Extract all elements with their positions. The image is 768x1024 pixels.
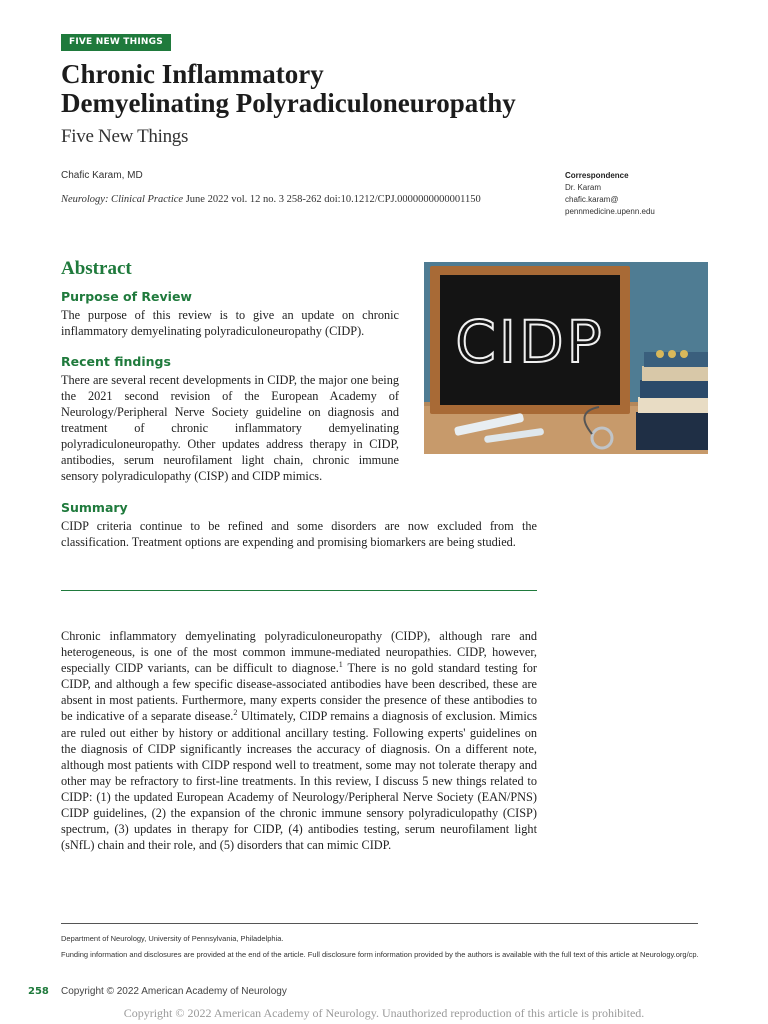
correspondence-heading: Correspondence bbox=[565, 171, 629, 180]
correspondence-email-line-2[interactable]: pennmedicine.upenn.edu bbox=[565, 207, 655, 216]
body-text-3: Ultimately, CIDP remains a diagnosis of exclusion. Mimics are ruled out either by history or additional ancillary testing. Following experts' guidelines on the diagnosis of CIDP significantly increases the accuracy of diagnosis. On a different note, although most patients with CIDP respond well to treatment, some may not tolerate therapy and other may be refractory to first-line treatments. In this review, I discuss 5 new things related to CIDP: (1) the updated European Academy of Neurology/Peripheral Nerve Society (EAN/PNS) CIDP guidelines, (2) the expansion of the chronic immune sensory polyradiculopathy (CISP) spectrum, (3) updates in therapy for CIDP, (4) antibodies testing, serum neurofilament light (sNfL) chain and their role, and (5) disorders that can mimic CIDP. bbox=[61, 709, 537, 853]
citation-details: June 2022 vol. 12 no. 3 258-262 doi:10.1212/CPJ.0000000000001150 bbox=[183, 194, 481, 205]
summary-heading: Summary bbox=[61, 500, 128, 515]
summary-text: CIDP criteria continue to be refined and some disorders are now excluded from the classification. Treatment options are expending and promising biomarkers are being studied. bbox=[61, 519, 537, 549]
reference-1[interactable]: 1 bbox=[338, 660, 343, 670]
article-type-tag: FIVE NEW THINGS bbox=[61, 34, 171, 51]
article-subtitle: Five New Things bbox=[61, 126, 189, 147]
findings-heading: Recent findings bbox=[61, 354, 171, 369]
section-divider bbox=[61, 590, 537, 591]
correspondence-block bbox=[565, 170, 655, 218]
chalkboard-illustration bbox=[424, 262, 708, 454]
findings-text: There are several recent developments in CIDP, the major one being the 2021 second revision of the European Academy of Neurology/Peripheral Nerve Society guideline on diagnosis and treatment of chronic inflammatory demyelinating polyradiculoneuropathy. Other updates address therapy in CIDP, antibodies, serum neurofilament light chain, chronic immune sensory polyradiculopathy (CISP) and CIDP mimics. bbox=[61, 373, 399, 483]
title-line-1: Chronic Inflammatory bbox=[61, 59, 324, 89]
chalkboard-photo bbox=[424, 262, 708, 454]
purpose-heading: Purpose of Review bbox=[61, 289, 192, 304]
abstract-heading: Abstract bbox=[61, 258, 132, 279]
copyright-watermark: Copyright © 2022 American Academy of Neurology. Unauthorized reproduction of this article is prohibited. bbox=[123, 1006, 645, 1020]
correspondence-name: Dr. Karam bbox=[565, 183, 602, 192]
correspondence-email-line-1[interactable]: chafic.karam@ bbox=[565, 195, 619, 204]
body-text-1: Chronic inflammatory demyelinating polyradiculoneuropathy (CIDP), although rare and heterogeneous, is one of the most common immune-mediated neuropathies. CIDP, however, especially CIDP variants, can be difficult to diagnose. bbox=[61, 629, 537, 676]
body-paragraph bbox=[61, 628, 537, 853]
article-title bbox=[61, 60, 701, 118]
purpose-text: The purpose of this review is to give an update on chronic inflammatory demyelinating polyradiculoneuropathy (CIDP). bbox=[61, 308, 399, 338]
title-line-2: Demyelinating Polyradiculoneuropathy bbox=[61, 88, 516, 118]
footnote-divider bbox=[61, 923, 698, 924]
journal-name: Neurology: Clinical Practice bbox=[61, 194, 184, 205]
copyright-line: Copyright © 2022 American Academy of Neurology bbox=[61, 986, 287, 997]
affiliation-footnote: Department of Neurology, University of Pennsylvania, Philadelphia. bbox=[61, 934, 284, 943]
chalkboard-text: CIDP bbox=[455, 308, 605, 376]
reference-2[interactable]: 2 bbox=[233, 708, 238, 718]
funding-footnote: Funding information and disclosures are provided at the end of the article. Full disclosure form information provided by the authors is available with the full text of this article at Neurology.org/cp. bbox=[61, 950, 699, 959]
body-text-2: There is no gold standard testing for CIDP, and although a few specific disease-associated antibodies have been described, these are absent in most patients. Furthermore, many experts consider the presence of these antibodies to be indicative of a separate disease. bbox=[61, 661, 537, 724]
citation-line bbox=[61, 194, 481, 205]
author-name: Chafic Karam, MD bbox=[61, 170, 143, 181]
page-number: 258 bbox=[28, 986, 49, 997]
